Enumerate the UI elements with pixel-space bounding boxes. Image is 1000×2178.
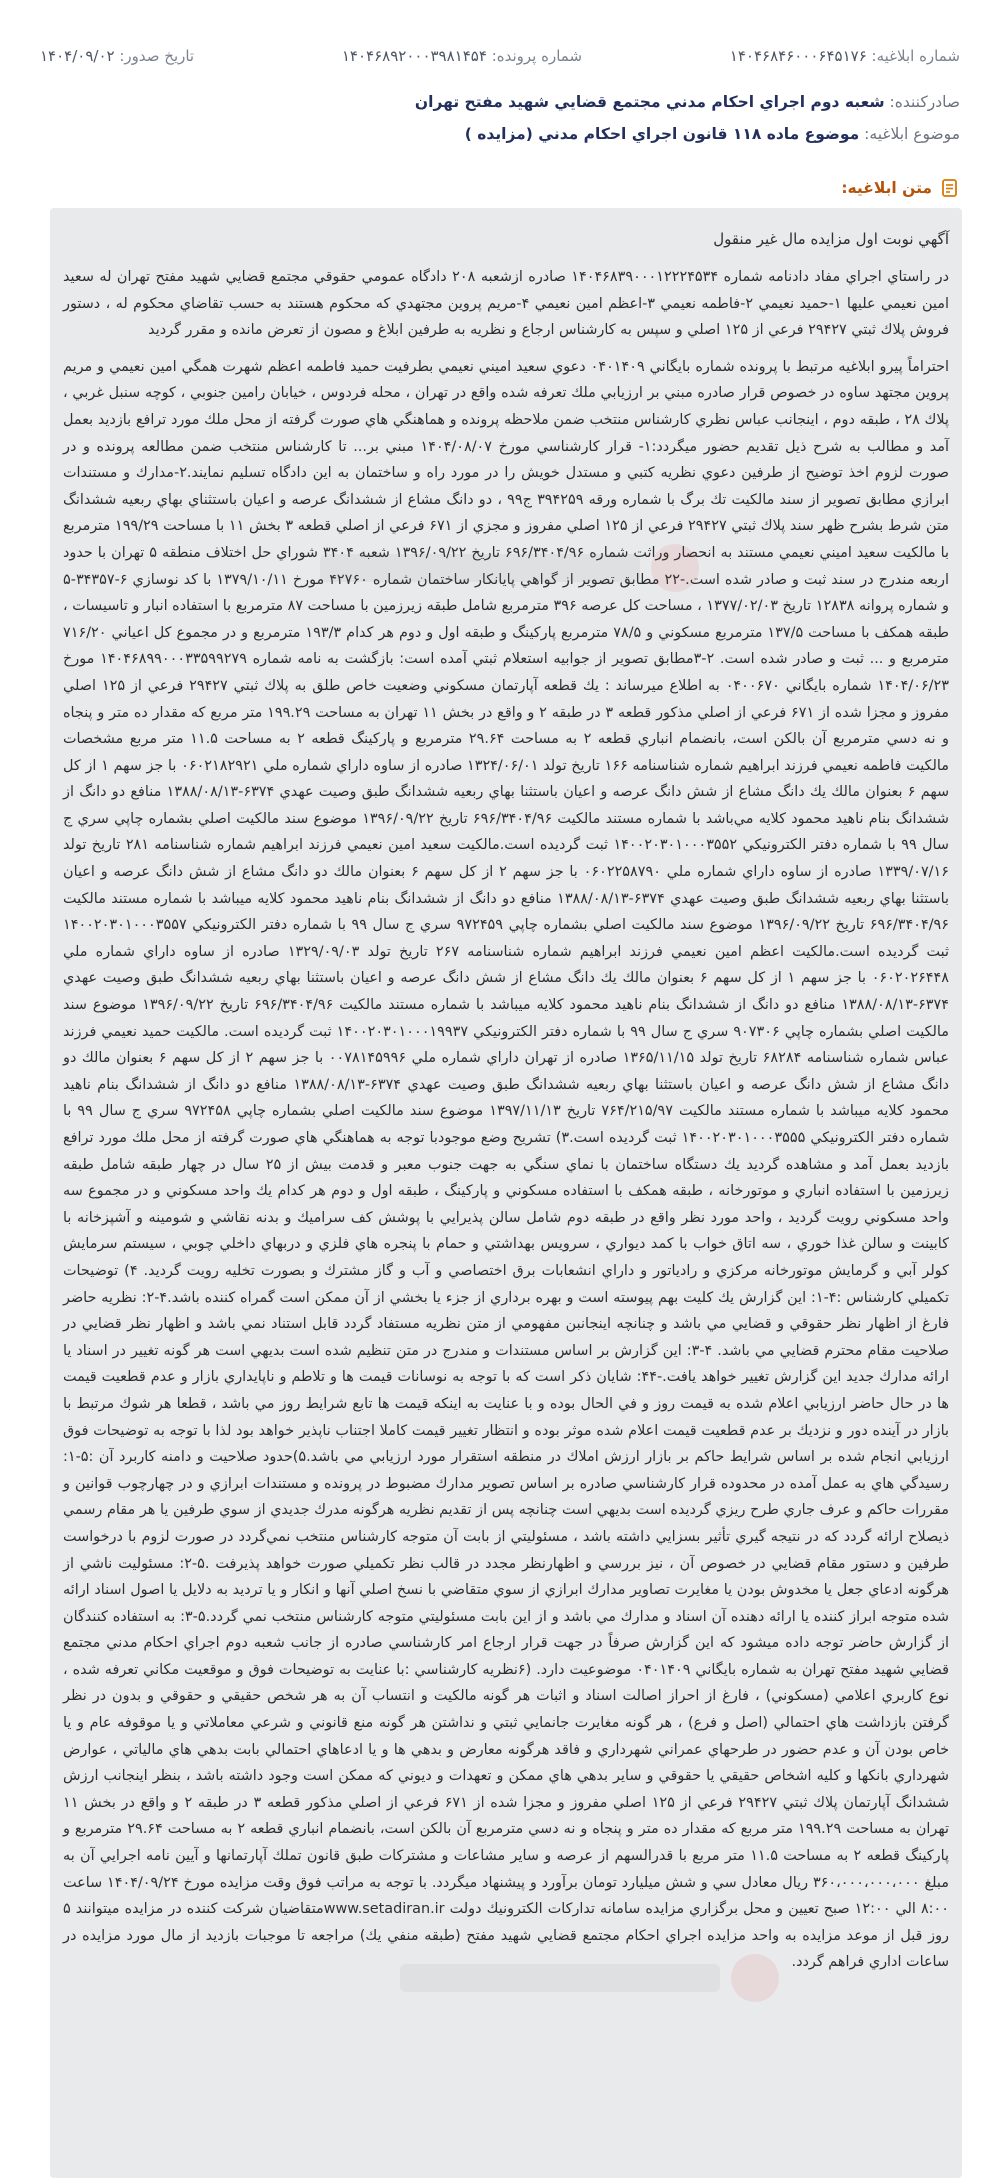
section-title: [0, 178, 1000, 198]
sender-label: صادرکننده:: [889, 93, 960, 111]
case-number-value: ۱۴۰۴۶۸۹۲۰۰۰۳۹۸۱۴۵۴: [341, 47, 487, 65]
issue-date: [40, 46, 194, 66]
sender-value: شعبه دوم اجراي احكام مدني مجتمع قضايي شهيد مفتح تهران: [414, 93, 885, 111]
document-icon: [940, 178, 960, 198]
case-number-label: شماره پرونده:: [491, 47, 583, 65]
issue-date-label: تاریخ صدور:: [119, 47, 195, 65]
case-number: [342, 46, 582, 66]
notice-body: [50, 208, 962, 2178]
notice-number-label: شماره ابلاغیه:: [871, 47, 960, 65]
ad-paragraph-intro: در راستاي اجراي مفاد دادنامه شماره ۱۴۰۴۶۸۳۹۰۰۰۱۲۲۲۴۵۳۴ صادره ازشعبه ۲۰۸ دادگاه عمومي حقوقي مجتمع قضايي شهيد مفتح تهران له سعيد امين نعيمي عليها ۱-حميد نعيمي ۲-فاطمه نعيمي ۳-اعظم امين نعيمي ۴-مريم پروين مجتهدي كه محكوم هستند به حسب تقاضاي محكوم له ، دستور فروش پلاك ثبتي ۲۹۴۲۷ فرعي از ۱۲۵ اصلي و سپس به كارشناس ارجاع و نظريه به طرفين ابلاغ و مصون از تعرض مانده و مقرر گرديد: [63, 269, 950, 339]
sender-line: [0, 92, 1000, 112]
ad-paragraph-expert-report: احتراماً پيرو ابلاغيه مرتبط با پرونده شماره بايگاني ۰۴۰۱۴۰۹ دعوي سعيد اميني نعيمي بطرفيت حميد فاطمه اعظم شهرت همگي امين نعيمي و مريم پروين مجتهد ساوه در خصوص قرار صادره مبني بر ارزيابي ملك تعرفه شده واقع در تهران ، محله فردوس ، خيابان رامين جنوبي ، كوچه سنبل غربي ، پلاك ۲۸ ، طبقه دوم ، اينجانب عباس نظري كارشناس منتخب ضمن ملاحظه پرونده و هماهنگي هاي صورت گرفته از محل ملك مورد ترافع بازديد بعمل آمد و مطالب به شرح ذيل تقديم حضور ميگردد:۱- قرار كارشناسي مورخ ۱۴۰۴/۰۸/۰۷ مبني بر... تا كارشناس منتخب ضمن مطالعه پرونده و در صورت لزوم اخذ توضيح از طرفين دعوي نظريه كتبي و مستدل خويش را در مورد راه و ساختمان به اين دادگاه تسليم نمايند.۲-مدارك و مستندات ابرازي مطابق تصوير از سند مالكيت تك برگ با شماره ورقه ۳۹۴۲۵۹ ج۹۹ ، دو دانگ مشاع از ششدانگ عرصه و اعيان باستثناي بهاي ربعيه ششدانگ متن شرط بشرح ظهر سند پلاك ثبتي ۲۹۴۲۷ فرعي از ۱۲۵ اصلي مفروز و مجزي از ۶۷۱ فرعي از اصلي قطعه ۳ بخش ۱۱ با مساحت ۱۹۹/۲۹ مترمربع با مالكيت سعيد اميني نعيمي مستند به انحصار وراثت شماره ۶۹۶/۳۴۰۴/۹۶ تاريخ ۱۳۹۶/۰۹/۲۲ شعبه ۳۴۰۴ شوراي حل اختلاف منطقه ۵ تهران با حدود اربعه مندرج در سند ثبت و صادر شده است.-۲۲ مطابق تصوير از گواهي پايانكار ساختمان شماره ۴۲۷۶۰ مورخ ۱۳۷۹/۱۰/۱۱ با كد نوسازي ۶-۳۴۳۵۷-۵ و شماره پروانه ۱۲۸۳۸ تاريخ ۱۳۷۷/۰۲/۰۳ ، مساحت كل عرصه ۳۹۶ مترمربع شامل طبقه زيرزمين با مساحت ۸۷ مترمربع با استفاده انبار و تاسيسات ، طبقه همكف با مساحت ۱۳۷/۵ مترمربع مسكوني و ۷۸/۵ مترمربع پاركينگ و طبقه اول و دوم هر كدام ۱۹۳/۳ مترمربع و در مجموع كل اعياني ۷۱۶/۲۰ مترمربع و ... ثبت و صادر شده است. ۲-۳مطابق تصوير از جوابيه استعلام ثبتي آمده است: بازگشت به نامه شماره ۱۴۰۴۶۸۹۹۰۰۰۳۳۵۹۹۲۷۹ مورخ ۱۴۰۴/۰۶/۲۳ شماره بايگاني ۰۴۰۰۶۷۰ به اطلاع ميرساند : يك قطعه آپارتمان مسكوني وضعيت خاص طلق به پلاك ثبتي ۲۹۴۲۷ فرعي از ۱۲۵ اصلي مفروز و مجزا شده از ۶۷۱ فرعي از اصلي مذكور قطعه ۳ در طبقه ۲ و واقع در بخش ۱۱ تهران به مساحت ۱۹۹.۲۹ متر مربع كه مقدار ده متر و پنجاه و نه دسي مترمربع آن بالكن است، بانضمام انباري قطعه ۲ به مساحت ۲۹.۶۴ مترمربع و پاركينگ قطعه ۲ به مساحت ۱۱.۵ متر مربع مشخصات مالكيت فاطمه نعيمي فرزند ابراهيم شماره شناسنامه ۱۶۶ تاريخ تولد ۱۳۲۴/۰۶/۰۱ صادره از ساوه داراي شماره ملي ۰۶۰۲۱۸۲۹۲۱ با جز سهم ۱ از كل سهم ۶ بعنوان مالك يك دانگ مشاع از شش دانگ عرصه و اعيان باستثنا بهاي ربعيه ششدانگ طبق وصيت عهدي ۶۳۷۴-۱۳۸۸/۰۸/۱۳ منافع دو دانگ از ششدانگ بنام ناهيد محمود كلايه مي‌باشد با شماره مستند مالكيت ۶۹۶/۳۴۰۴/۹۶ تاريخ ۱۳۹۶/۰۹/۲۲ موضوع سند مالكيت اصلي بشماره چاپي سري ج سال ۹۹ با شماره دفتر الكترونيكي ۱۴۰۰۲۰۳۰۱۰۰۰۳۵۵۲ ثبت گرديده است.مالكيت سعيد امين نعيمي فرزند ابراهيم شماره شناسنامه ۲۸۱ تاريخ تولد ۱۳۳۹/۰۷/۱۶ صادره از ساوه داراي شماره ملي ۰۶۰۲۲۵۸۷۹۰ با جز سهم ۲ از كل سهم ۶ بعنوان مالك دو دانگ مشاع از شش دانگ عرصه و اعيان باستثنا بهاي ربعيه ششدانگ طبق وصيت عهدي ۶۳۷۴-۱۳۸۸/۰۸/۱۳ منافع دو دانگ از ششدانگ بنام ناهيد محمود كلايه ميباشد با شماره مستند مالكيت ۶۹۶/۳۴۰۴/۹۶ تاريخ ۱۳۹۶/۰۹/۲۲ موضوع سند مالكيت اصلي بشماره چاپي ۹۷۲۴۵۹ سري ج سال ۹۹ با شماره دفتر الكترونيكي ۱۴۰۰۲۰۳۰۱۰۰۰۳۵۵۷ ثبت گرديده است.مالكيت اعظم امين نعيمي فرزند ابراهيم شماره شناسنامه ۲۶۷ تاريخ تولد ۱۳۲۹/۰۹/۰۳ صادره از ساوه داراي شماره ملي ۰۶۰۲۰۲۶۴۴۸ با جز سهم ۱ از كل سهم ۶ بعنوان مالك يك دانگ مشاع از شش دانگ عرصه و اعيان باستثنا بهاي ربعيه ششدانگ طبق وصيت عهدي ۶۳۷۴-۱۳۸۸/۰۸/۱۳ منافع دو دانگ از ششدانگ بنام ناهيد محمود كلايه ميباشد با شماره مستند مالكيت ۶۹۶/۳۴۰۴/۹۶ تاريخ ۱۳۹۶/۰۹/۲۲ موضوع سند مالكيت اصلي بشماره چاپي ۹۰۷۳۰۶ سري ج سال ۹۹ با شماره دفتر الكترونيكي ۱۴۰۰۲۰۳۰۱۰۰۰۱۹۹۳۷ ثبت گرديده است. مالكيت حميد نعيمي فرزند عباس شماره شناسنامه ۶۸۲۸۴ تاريخ تولد ۱۳۶۵/۱۱/۱۵ صادره از تهران داراي شماره ملي ۰۰۷۸۱۴۵۹۹۶ با جز سهم ۲ از كل سهم ۶ بعنوان مالك دو دانگ مشاع از شش دانگ عرصه و اعيان باستثنا بهاي ربعيه ششدانگ طبق وصيت عهدي ۶۳۷۴-۱۳۸۸/۰۸/۱۳ منافع دو دانگ از ششدانگ بنام ناهيد محمود كلايه ميباشد با شماره مستند مالكيت ۷۶۴/۲۱۵/۹۷ تاريخ ۱۳۹۷/۱۱/۱۳ موضوع سند مالكيت اصلي بشماره چاپي ۹۷۲۴۵۸ سري ج سال ۹۹ با شماره دفتر الكترونيكي ۱۴۰۰۲۰۳۰۱۰۰۰۳۵۵۵ ثبت گرديده است.۳) تشريح وضع موجودبا توجه به هماهنگي هاي صورت گرفته از محل ملك مورد ترافع بازديد بعمل آمد و مشاهده گرديد يك دستگاه ساختمان با نماي سنگي به جهت جنوب معبر و قدمت بيش از ۲۵ سال در چهار طبقه شامل طبقه زيرزمين با استفاده انباري و موتورخانه ، طبقه همكف با استفاده مسكوني و پاركينگ ، طبقه اول و دوم هر كدام يك واحد مسكوني و در مجموع سه واحد مسكوني رويت گرديد ، واحد مورد نظر واقع در طبقه دوم شامل سالن پذيرايي با پوشش كف سراميك و بدنه نقاشي و شومينه و آشپزخانه با كابينت و سالن غذا خوري ، سه اتاق خواب با كمد ديواري ، سرويس بهداشتي و حمام با پنجره هاي فلزي و دربهاي داخلي چوبي ، سيستم سرمايش كولر آبي و گرمايش موتورخانه مركزي و رادياتور و داراي انشعابات برق اختصاصي و آب و گاز مشترك و بصورت تخليه رويت گرديد. ۴) توضيحات تكميلي كارشناس :۴-۱: اين گزارش يك كليت بهم پيوسته است و بهره برداري از جزء يا بخشي از آن ممكن است گمراه كننده باشد.۴-۲: نظريه حاضر فارغ از اظهار نظر حقوقي و قضايي مي باشد و چنانچه اينجانبن مفهومي از متن نظريه مستفاد گردد قابل استناد نمي باشد و اظهار نظر قضايي در صلاحيت مقام محترم قضايي مي باشد. ۴-۳: اين گزارش بر اساس مستندات و مندرج در متن تنظيم شده است بديهي است هر گونه تغيير در اسناد يا ارائه مدارك جديد اين گزارش تغيير خواهد يافت.-۴۴: شايان ذكر است كه با توجه به نوسانات قيمت ها و تلاطم و ناپايداري بازار و عدم قطعيت قيمت ها در حال حاضر ارزيابي اعلام شده به قيمت روز و في الحال بوده و با عنايت به اينكه قيمت ها تابع شرايط روز مي باشد ، قطعا هر شوك مرتبط با بازار در آينده دور و نزديك بر عدم قطعيت قيمت اعلام شده موثر بوده و انتظار تغيير قيمت كاملا اجتناب ناپذير خواهد بود لذا با توجه به توضيحات فوق ارزيابي انجام شده بر اساس شرايط حاكم بر بازار ارزش املاك در منطقه استقرار مورد ارزيابي مي باشد.۵)حدود صلاحيت و دامنه كاربرد آن :۵-۱: رسيدگي هاي به عمل آمده در محدوده قرار كارشناسي صادره بر اساس تصوير مدارك مضبوط در پرونده و مستندات ابرازي و در چهارچوب قوانين و مقررات حاكم و عرف جاري طرح ريزي گرديده است بديهي است چنانچه پس از تقديم نظريه هرگونه مدرك جديدي از سوي طرفين يا هر مقام رسمي ذيصلاح ارائه گردد كه در نتيجه گيري تأثير بسزايي داشته باشد ، مسئوليتي از بابت آن متوجه كارشناس منتخب نمي‌گردد در صورت لزوم با درخواست طرفين و دستور مقام قضايي در خصوص آن ، نيز بررسي و اظهارنظر مجدد در قالب نظر تكميلي صورت خواهد پذيرفت .۵-۲: مسئوليت ناشي از هرگونه ادعاي جعل يا مخدوش بودن يا مغايرت تصاوير مدارك ابرازي از سوي متقاضي با نسخ اصلي آنها و انكار و يا ترديد به دلايل يا اصول اسناد ارائه شده متوجه ابراز كننده يا ارائه دهنده آن اسناد و مدارك مي باشد و از اين بابت مسئوليتي متوجه كارشناس منتخب نمي گردد.۵-۳: به استفاده كنندگان از گزارش حاضر توجه داده ميشود كه اين گزارش صرفاً در جهت قرار ارجاع امر كارشناسي صادره از جانب شعبه دوم اجراي احكام مدني مجتمع قضايي شهيد مفتح تهران به شماره بايگاني ۰۴۰۱۴۰۹ موضوعيت دارد. (۶نظريه كارشناسي :با عنايت به توضيحات فوق و موقعيت مكاني تعرفه شده ، نوع كاربري اعلامي (مسكوني) ، فارغ از احراز اصالت اسناد و اثبات هر گونه مالكيت و انتساب آن به هر شخص حقيقي و حقوقي و بدون در نظر گرفتن بازداشت هاي احتمالي (اصل و فرع) ، هر گونه مغايرت جانمايي ثبتي و نداشتن هر گونه منع قانوني و شرعي معاملاتي و يا موقوفه عام و يا خاص بودن آن و عدم حضور در طرحهاي عمراني شهرداري و فاقد هرگونه معارض و بدهي ها و يا ادعاهاي احتمالي بابت بدهي هاي مالياتي ، عوارض شهرداري بانكها و كليه اشخاص حقيقي يا حقوقي و ساير بدهي هاي ممكن و تعهدات و ديوني كه ممكن است وجود داشته باشد ، بنظر اينجانب ارزش ششدانگ آپارتمان پلاك ثبتي ۲۹۴۲۷ فرعي از ۱۲۵ اصلي مفروز و مجزا شده از ۶۷۱ فرعي از اصلي مذكور قطعه ۳ در طبقه ۲ و واقع در بخش ۱۱ تهران به مساحت ۱۹۹.۲۹ متر مربع كه مقدار ده متر و پنجاه و نه دسي مترمربع آن بالكن است، بانضمام انباري قطعه ۲ به مساحت ۲۹.۶۴ مترمربع و پاركينگ قطعه ۲ به مساحت ۱۱.۵ متر مربع با قدرالسهم از عرصه و ساير مشاعات و مشتركات طبق قانون تملك آپارتمانها و آيين نامه اجرايي آن به مبلغ ۳۶۰،۰۰۰،۰۰۰،۰۰۰ ريال معادل سي و شش ميليارد تومان برآورد و پيشنهاد ميگردد. با توجه به مراتب فوق وقت مزايده مورخ ۱۴۰۴/۰۹/۲۴ ساعت ۸:۰۰ الي ۱۲:۰۰ صبح تعيين و محل برگزاري مزايده سامانه تداركات الكترونيك دولت www.setadiran.irمتقاضيان شركت كننده در مزايده ميتوانند ۵ روز قبل از موعد مزايده به واحد مزايده اجراي احكام مجتمع قضايي شهيد مفتح (طبقه منفي يك) مراجعه تا موجبات بازديد از مال مورد مزايده در ساعات اداري فراهم گردد.: [63, 358, 950, 1971]
notice-number: [730, 46, 960, 66]
subject-line: [0, 124, 1000, 144]
subject-value: موضوع ماده ۱۱۸ قانون اجراي احكام مدني (مزايده ): [464, 125, 860, 143]
ad-heading: آگهي نوبت اول مزايده مال غير منقول: [713, 230, 949, 248]
meta-row: [0, 46, 1000, 66]
subject-label: موضوع ابلاغیه:: [864, 125, 960, 143]
notice-number-value: ۱۴۰۴۶۸۴۶۰۰۰۶۴۵۱۷۶: [729, 47, 867, 65]
section-title-text: متن ابلاغیه:: [841, 179, 932, 197]
issue-date-value: ۱۴۰۴/۰۹/۰۲: [40, 47, 115, 65]
